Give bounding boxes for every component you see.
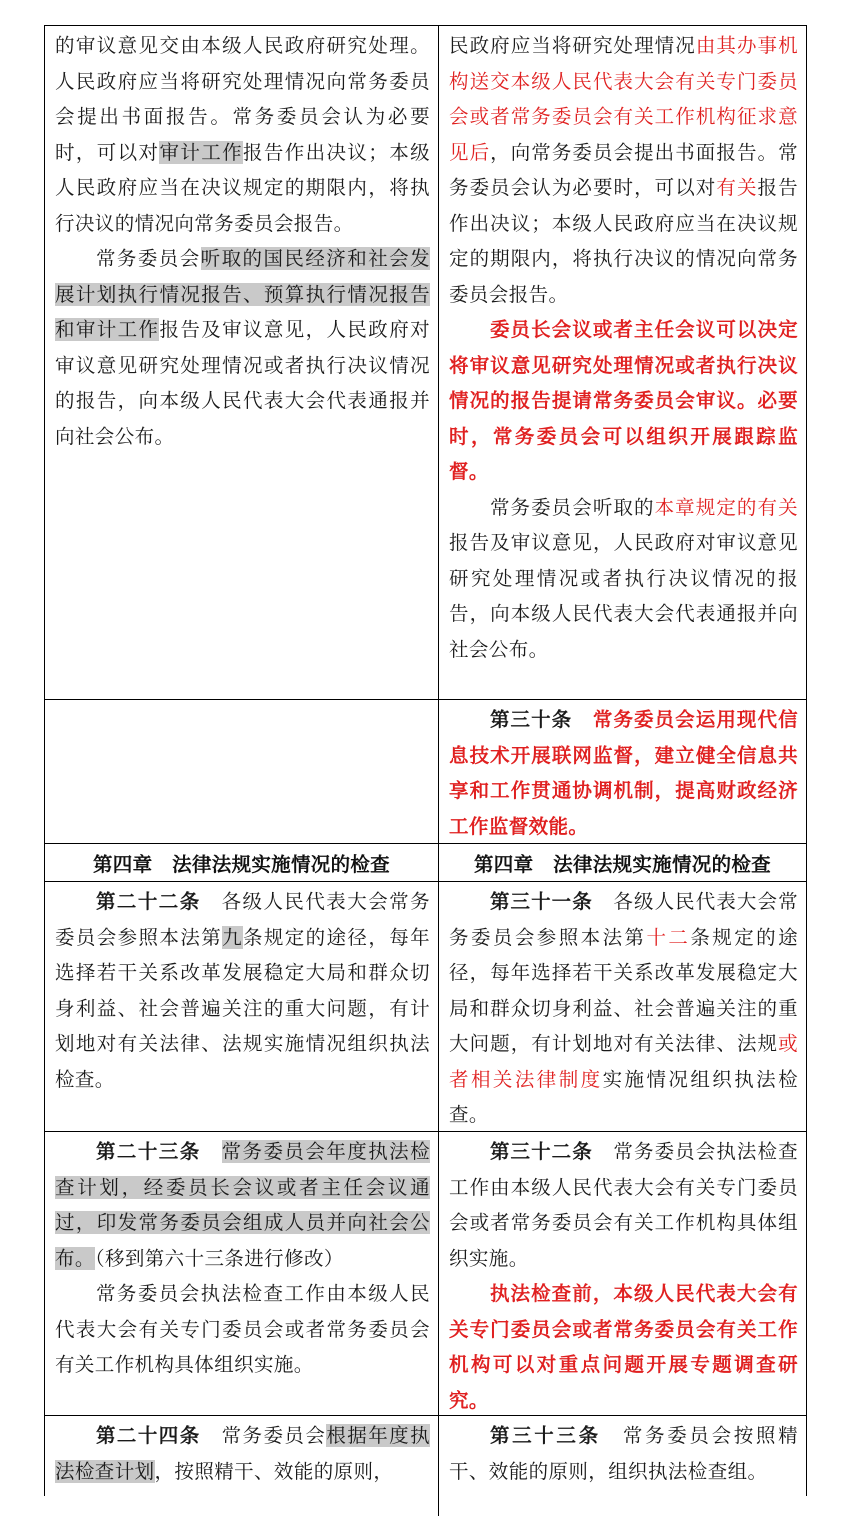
paragraph [55,28,430,241]
amended-text: 本章规定的有关 [654,495,798,519]
highlighted-text: 九 [222,925,243,949]
table-row [45,26,806,700]
amended-text: 十二 [646,925,691,949]
old-text-cell [45,26,439,699]
highlighted-text: 根据年度执法检查计划 [55,1424,430,1483]
text-span: 第三十三条 [489,1424,601,1447]
paragraph [449,1418,798,1489]
text-span: 报告作出决议；本级人民政府应当在决议规定的期限内，将执行决议的情况向常务委员会报告。 [55,140,430,235]
text-span: 常务委员会 [95,247,201,270]
table-row [45,700,806,844]
chapter-heading: 第四章 法律法规实施情况的检查 [92,852,390,876]
old-text-cell [45,882,439,1131]
text-span: 第三十二条 [489,1140,593,1163]
paragraph [449,1276,798,1415]
text-span [201,1140,222,1163]
text-span: 报告作出决议；本级人民政府应当在决议规定的期限内，将执行决议的情况向常务委员会报告。 [449,176,798,306]
paragraph [449,1134,798,1276]
text-span: 第二十三条 [95,1140,201,1163]
text-span: 报告及审议意见，人民政府对审议意见研究处理情况或者执行决议情况的报告，向本级人民代表大会代表通报并向社会公布。 [55,318,430,448]
text-span: 第三十条 [489,708,573,731]
text-span: 常务委员会 [200,1424,327,1447]
text-span: 各级人民代表大会常务委员会参照本法第 [449,890,798,949]
comparison-table [44,25,807,1496]
paragraph [449,884,798,1131]
chapter-heading: 第四章 法律法规实施情况的检查 [473,852,771,876]
text-span: 的审议意见交由本级人民政府研究处理。人民政府应当将研究处理情况向常务委员会提出书面报告。常务委员会认为必要时，可以对 [55,34,430,164]
chapter-heading-row [45,844,806,882]
highlighted-text: 听取的国民经济和社会发展计划执行情况报告、预算执行情况报告和审计工作 [55,247,430,341]
old-text-cell [45,1416,439,1516]
paragraph [55,884,430,1097]
new-chapter-heading-cell [439,844,806,881]
text-span: 民政府应当将研究处理情况 [449,34,696,57]
text-span: ，向常务委员会提出书面报告。常务委员会认为必要时，可以对 [449,140,798,199]
amended-text: 委员长会议或者主任会议可以决定将审议意见研究处理情况或者执行决议情况的报告提请常务委员会审议。必要时，常务委员会可以组织开展跟踪监督。 [449,318,798,483]
amended-text: 执法检查前，本级人民代表大会有关专门委员会或者常务委员会有关工作机构可以对重点问题开展专题调查研究。 [449,1282,798,1412]
text-span: 条规定的途径，每年选择若干关系改革发展稳定大局和群众切身利益、社会普遍关注的重大问题，有计划地对有关法律、法规 [449,925,798,1055]
new-text-cell [439,26,806,699]
text-span: 第三十一条 [489,890,593,913]
paragraph [449,28,798,312]
highlighted-text: 常务委员会年度执法检查计划，经委员长会议或者主任会议通过，印发常务委员会组成人员并向社会公布。 [55,1140,430,1270]
text-span: 条规定的途径，每年选择若干关系改革发展稳定大局和群众切身利益、社会普遍关注的重大问题，有计划地对有关法律、法规实施情况组织执法检查。 [55,925,430,1091]
new-text-cell [439,700,806,843]
paragraph [449,490,798,668]
text-span: （移到第六十三条进行修改） [94,1246,344,1270]
text-span [572,708,593,731]
text-span: 常务委员会执法检查工作由本级人民代表大会有关专门委员会或者常务委员会有关工作机构具体组织实施。 [449,1140,798,1270]
table-row [45,1416,806,1516]
text-span: 第二十二条 [95,890,201,913]
text-span: 报告及审议意见，人民政府对审议意见研究处理情况或者执行决议情况的报告，向本级人民代表大会代表通报并向社会公布。 [449,531,798,661]
highlighted-text: 审计工作 [159,140,243,164]
amended-text: 常务委员会运用现代信息技术开展联网监督，建立健全信息共享和工作贯通协调机制，提高财政经济工作监督效能。 [449,708,798,838]
text-span: 第二十四条 [95,1424,201,1447]
table-row [45,1132,806,1416]
text-span: 各级人民代表大会常务委员会参照本法第 [55,890,430,949]
text-span: 实施情况组织执法检查。 [449,1067,798,1126]
amended-text: 或者相关法律制度 [449,1032,798,1091]
paragraph [55,1134,430,1276]
text-span: 常务委员会执法检查工作由本级人民代表大会有关专门委员会或者常务委员会有关工作机构具体组织实施。 [55,1282,430,1376]
amended-text: 有关 [716,176,758,199]
text-span: 常务委员会听取的 [489,495,655,519]
paragraph [55,241,430,454]
old-text-cell [45,1132,439,1415]
old-text-cell [45,700,439,843]
text-span: 常务委员会按照精干、效能的原则，组织执法检查组。 [449,1424,798,1483]
paragraph [449,702,798,843]
amended-text: 由其办事机构送交本级人民代表大会有关专门委员会或者常务委员会有关工作机构征求意见后 [449,34,798,164]
new-text-cell [439,1416,806,1516]
paragraph [449,312,798,490]
paragraph [55,1276,430,1383]
new-text-cell [439,882,806,1131]
paragraph [55,1418,430,1489]
new-text-cell [439,1132,806,1415]
text-span: ，按照精干、效能的原则， [154,1459,394,1483]
old-chapter-heading-cell [45,844,439,881]
table-row [45,882,806,1132]
